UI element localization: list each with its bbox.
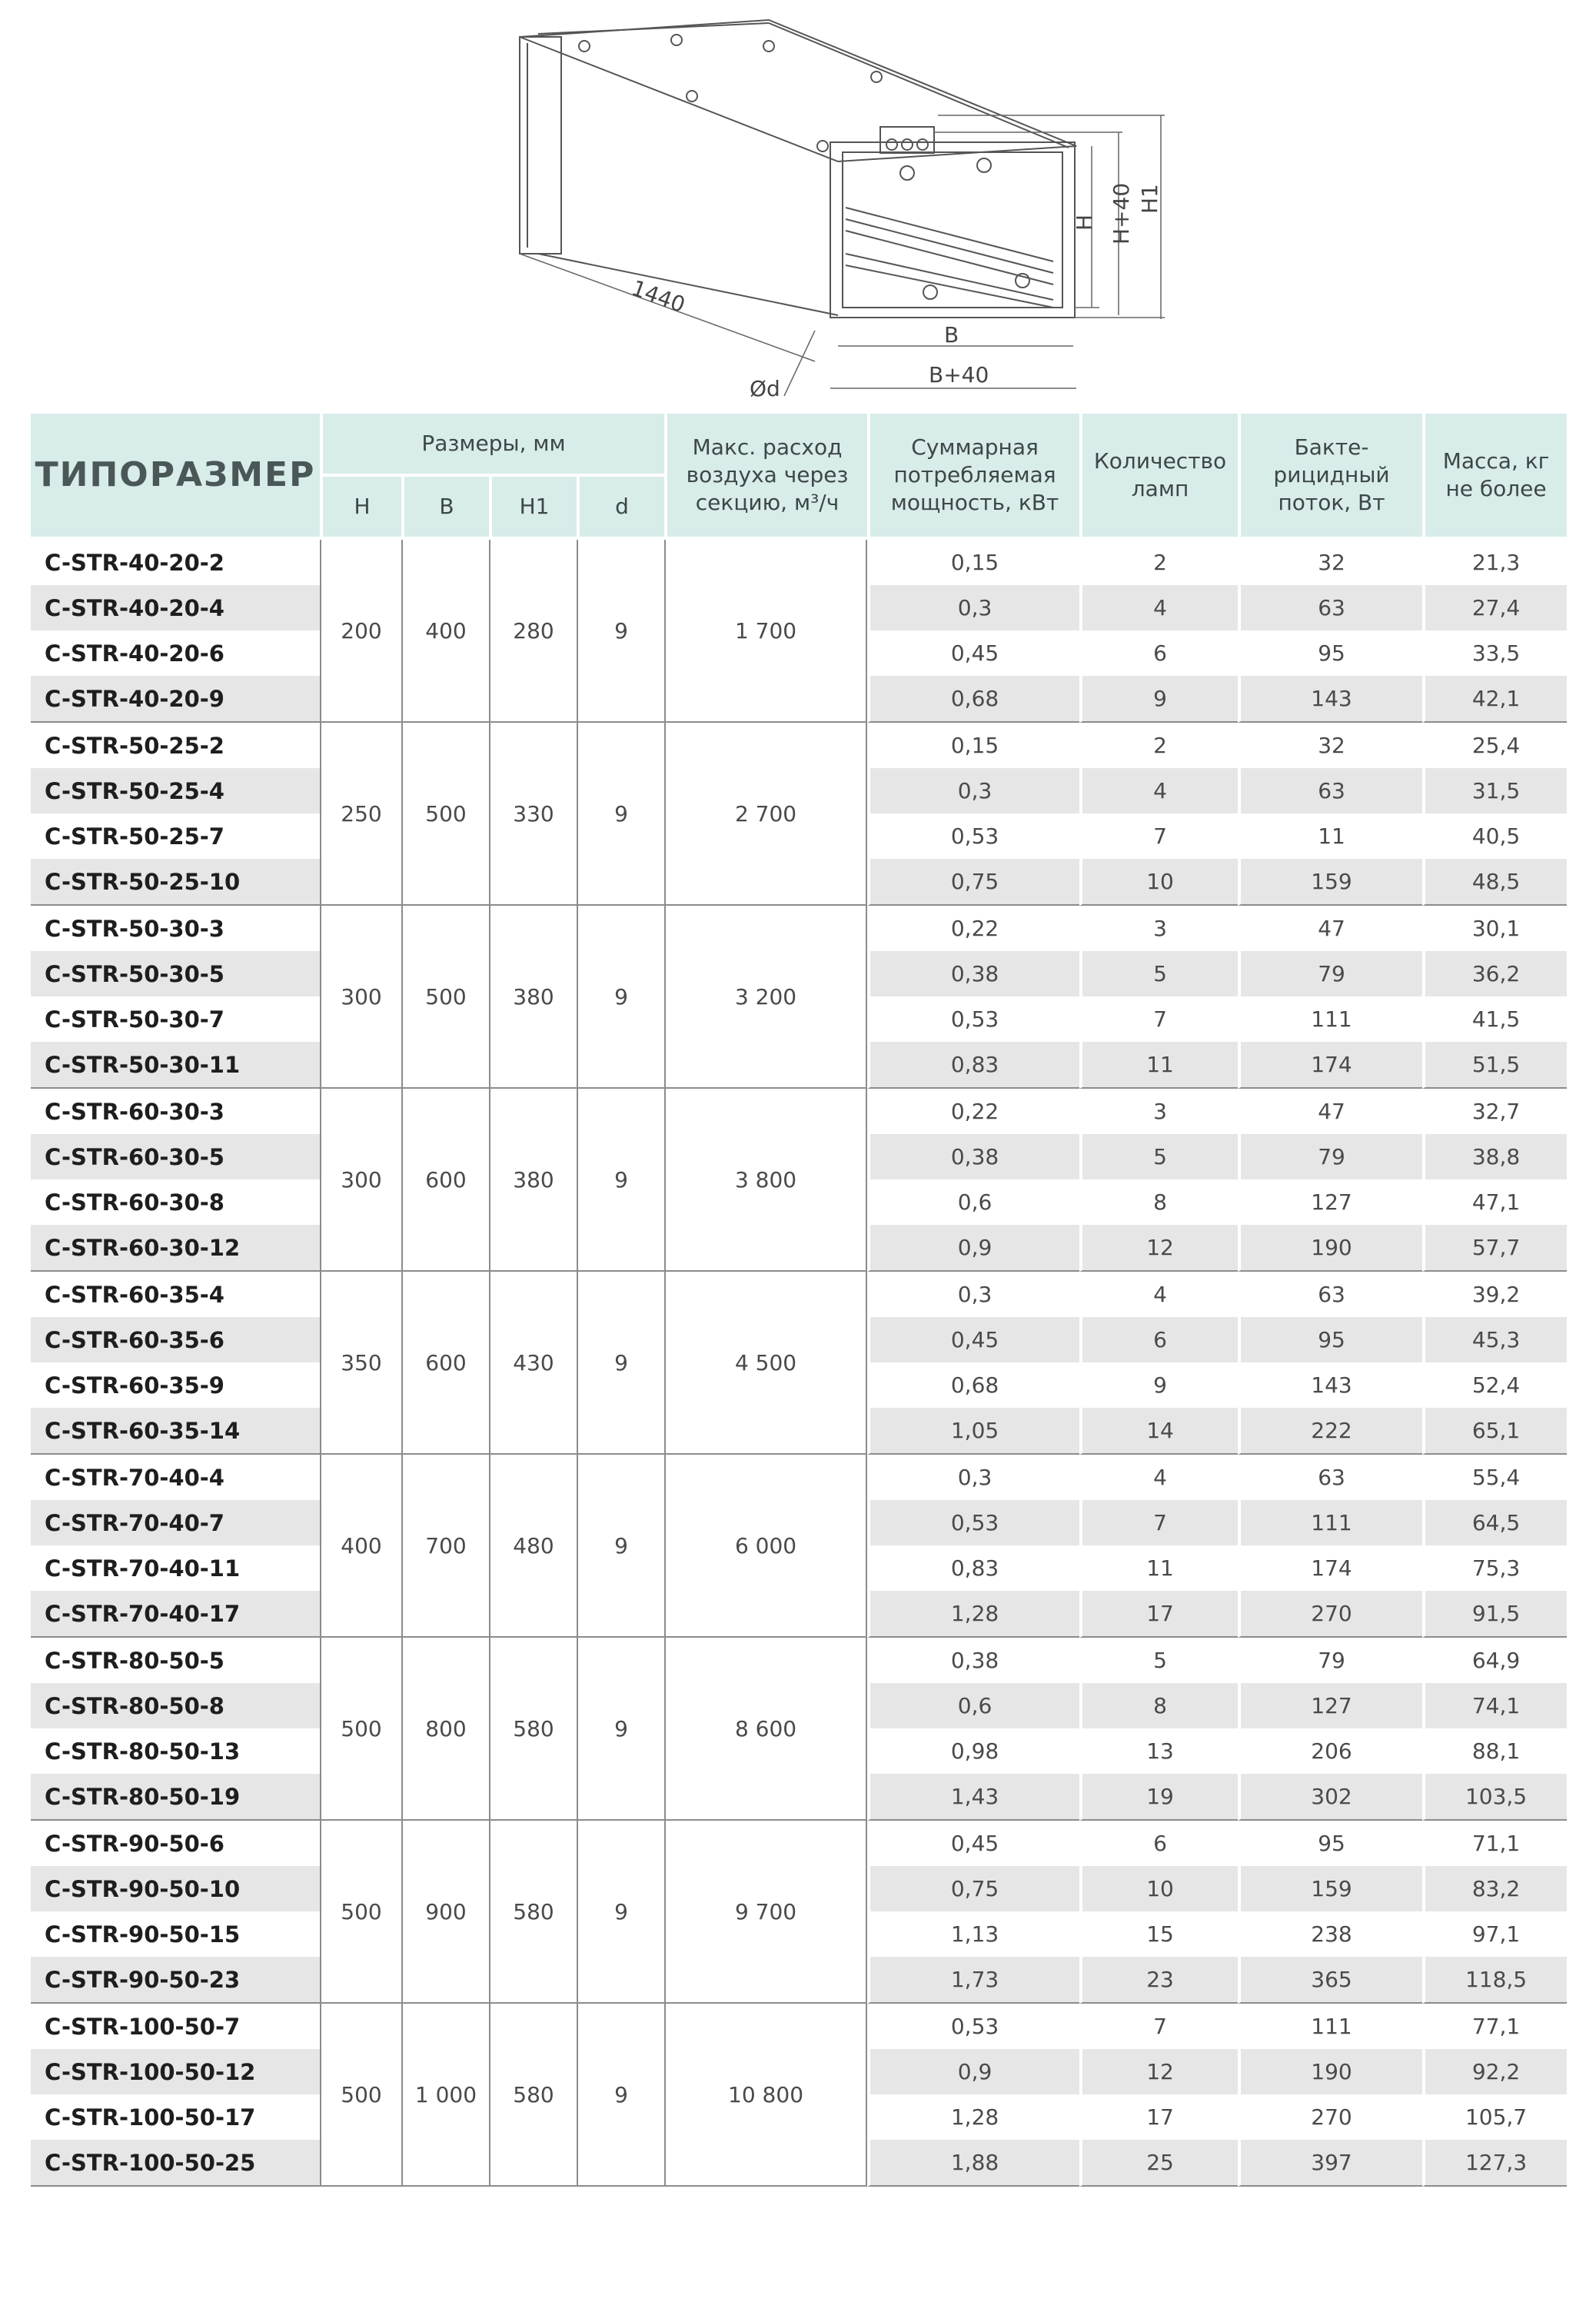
dim-h-cell: 300 bbox=[320, 1089, 401, 1272]
model-cell: C-STR-50-25-10 bbox=[31, 859, 320, 906]
mass-cell: 30,1 bbox=[1422, 906, 1567, 951]
flux-cell: 159 bbox=[1238, 859, 1422, 906]
mass-cell: 118,5 bbox=[1422, 1957, 1567, 2004]
power-cell: 1,05 bbox=[867, 1408, 1079, 1455]
flux-cell: 111 bbox=[1238, 1500, 1422, 1545]
model-cell: C-STR-90-50-15 bbox=[31, 1911, 320, 1957]
model-cell: C-STR-80-50-8 bbox=[31, 1683, 320, 1728]
model-cell: C-STR-90-50-6 bbox=[31, 1821, 320, 1866]
power-cell: 0,45 bbox=[867, 1317, 1079, 1362]
lamps-cell: 2 bbox=[1079, 540, 1238, 585]
lamps-cell: 23 bbox=[1079, 1957, 1238, 2004]
mass-cell: 64,5 bbox=[1422, 1500, 1567, 1545]
airflow-cell: 10 800 bbox=[664, 2004, 867, 2187]
table-row bbox=[31, 540, 1567, 585]
model-cell: C-STR-70-40-11 bbox=[31, 1545, 320, 1591]
lamps-cell: 7 bbox=[1079, 2004, 1238, 2049]
mass-cell: 38,8 bbox=[1422, 1134, 1567, 1179]
lamps-cell: 6 bbox=[1079, 630, 1238, 676]
dim-b-cell: 600 bbox=[401, 1089, 489, 1272]
power-cell: 1,88 bbox=[867, 2140, 1079, 2187]
mass-cell: 51,5 bbox=[1422, 1042, 1567, 1089]
power-cell: 0,15 bbox=[867, 540, 1079, 585]
lamps-cell: 11 bbox=[1079, 1042, 1238, 1089]
table-row bbox=[31, 1821, 1567, 1866]
flux-cell: 32 bbox=[1238, 540, 1422, 585]
power-cell: 0,53 bbox=[867, 1500, 1079, 1545]
model-cell: C-STR-90-50-10 bbox=[31, 1866, 320, 1911]
power-cell: 0,22 bbox=[867, 1089, 1079, 1134]
mass-cell: 48,5 bbox=[1422, 859, 1567, 906]
flux-cell: 222 bbox=[1238, 1408, 1422, 1455]
model-cell: C-STR-70-40-17 bbox=[31, 1591, 320, 1638]
model-cell: C-STR-80-50-5 bbox=[31, 1638, 320, 1683]
dim-b-label: B bbox=[944, 322, 959, 348]
mass-cell: 25,4 bbox=[1422, 723, 1567, 768]
dim-b-cell: 1 000 bbox=[401, 2004, 489, 2187]
power-cell: 0,83 bbox=[867, 1042, 1079, 1089]
power-cell: 1,13 bbox=[867, 1911, 1079, 1957]
power-cell: 0,6 bbox=[867, 1683, 1079, 1728]
dim-b-cell: 600 bbox=[401, 1272, 489, 1455]
flux-cell: 63 bbox=[1238, 1272, 1422, 1317]
column-header-dimensions: Размеры, мм bbox=[320, 414, 664, 477]
flux-cell: 270 bbox=[1238, 1591, 1422, 1638]
flux-cell: 79 bbox=[1238, 1638, 1422, 1683]
column-header-lamps: Количество ламп bbox=[1079, 414, 1238, 540]
lamps-cell: 4 bbox=[1079, 1455, 1238, 1500]
dim-d-cell: 9 bbox=[577, 1089, 664, 1272]
model-cell: C-STR-50-25-7 bbox=[31, 813, 320, 859]
power-cell: 0,53 bbox=[867, 996, 1079, 1042]
product-drawing bbox=[0, 0, 1596, 408]
power-cell: 0,3 bbox=[867, 768, 1079, 813]
flux-cell: 11 bbox=[1238, 813, 1422, 859]
power-cell: 1,28 bbox=[867, 2094, 1079, 2140]
mass-cell: 65,1 bbox=[1422, 1408, 1567, 1455]
dim-h1-cell: 580 bbox=[489, 2004, 577, 2187]
mass-cell: 55,4 bbox=[1422, 1455, 1567, 1500]
lamps-cell: 3 bbox=[1079, 1089, 1238, 1134]
mass-cell: 88,1 bbox=[1422, 1728, 1567, 1774]
model-cell: C-STR-70-40-4 bbox=[31, 1455, 320, 1500]
mass-cell: 32,7 bbox=[1422, 1089, 1567, 1134]
power-cell: 0,75 bbox=[867, 859, 1079, 906]
power-cell: 0,38 bbox=[867, 1134, 1079, 1179]
column-header-model: ТИПОРАЗМЕР bbox=[31, 414, 320, 540]
lamps-cell: 12 bbox=[1079, 2049, 1238, 2094]
table-row bbox=[31, 2004, 1567, 2049]
flux-cell: 127 bbox=[1238, 1683, 1422, 1728]
airflow-cell: 9 700 bbox=[664, 1821, 867, 2004]
power-cell: 1,43 bbox=[867, 1774, 1079, 1821]
column-header-power: Суммарная потребляемая мощность, кВт bbox=[867, 414, 1079, 540]
dim-d-cell: 9 bbox=[577, 540, 664, 723]
model-cell: C-STR-60-30-12 bbox=[31, 1225, 320, 1272]
rear-flange bbox=[520, 37, 561, 254]
lamps-cell: 8 bbox=[1079, 1683, 1238, 1728]
mass-cell: 57,7 bbox=[1422, 1225, 1567, 1272]
power-cell: 0,53 bbox=[867, 2004, 1079, 2049]
model-cell: C-STR-50-25-2 bbox=[31, 723, 320, 768]
flux-cell: 206 bbox=[1238, 1728, 1422, 1774]
power-cell: 0,68 bbox=[867, 676, 1079, 723]
dim-b-cell: 800 bbox=[401, 1638, 489, 1821]
dim-h-cell: 200 bbox=[320, 540, 401, 723]
dim-d-cell: 9 bbox=[577, 1272, 664, 1455]
mass-cell: 42,1 bbox=[1422, 676, 1567, 723]
dim-d-cell: 9 bbox=[577, 1638, 664, 1821]
mass-cell: 21,3 bbox=[1422, 540, 1567, 585]
power-cell: 0,3 bbox=[867, 1455, 1079, 1500]
model-cell: C-STR-40-20-2 bbox=[31, 540, 320, 585]
spec-table-body bbox=[31, 540, 1567, 2187]
airflow-cell: 4 500 bbox=[664, 1272, 867, 1455]
column-header-h1: H1 bbox=[489, 477, 577, 540]
mass-cell: 33,5 bbox=[1422, 630, 1567, 676]
mass-cell: 75,3 bbox=[1422, 1545, 1567, 1591]
model-cell: C-STR-50-30-7 bbox=[31, 996, 320, 1042]
mass-cell: 71,1 bbox=[1422, 1821, 1567, 1866]
lamps-cell: 5 bbox=[1079, 951, 1238, 996]
power-cell: 0,15 bbox=[867, 723, 1079, 768]
table-row bbox=[31, 906, 1567, 951]
power-cell: 0,3 bbox=[867, 1272, 1079, 1317]
mass-cell: 41,5 bbox=[1422, 996, 1567, 1042]
model-cell: C-STR-70-40-7 bbox=[31, 1500, 320, 1545]
dim-b-cell: 500 bbox=[401, 906, 489, 1089]
mass-cell: 27,4 bbox=[1422, 585, 1567, 630]
dim-h1-cell: 580 bbox=[489, 1821, 577, 2004]
dim-d-cell: 9 bbox=[577, 1455, 664, 1638]
model-cell: C-STR-50-30-5 bbox=[31, 951, 320, 996]
lamps-cell: 13 bbox=[1079, 1728, 1238, 1774]
dim-length-label: 1440 bbox=[628, 274, 689, 318]
dim-h1-cell: 280 bbox=[489, 540, 577, 723]
table-row bbox=[31, 723, 1567, 768]
model-cell: C-STR-40-20-4 bbox=[31, 585, 320, 630]
dim-d-cell: 9 bbox=[577, 906, 664, 1089]
dim-h-cell: 350 bbox=[320, 1272, 401, 1455]
dim-h1-cell: 330 bbox=[489, 723, 577, 906]
mass-cell: 39,2 bbox=[1422, 1272, 1567, 1317]
model-cell: C-STR-80-50-13 bbox=[31, 1728, 320, 1774]
power-cell: 0,22 bbox=[867, 906, 1079, 951]
model-cell: C-STR-60-30-3 bbox=[31, 1089, 320, 1134]
table-row bbox=[31, 1089, 1567, 1134]
model-cell: C-STR-80-50-19 bbox=[31, 1774, 320, 1821]
flux-cell: 365 bbox=[1238, 1957, 1422, 2004]
model-cell: C-STR-50-25-4 bbox=[31, 768, 320, 813]
lamps-cell: 19 bbox=[1079, 1774, 1238, 1821]
lamps-cell: 25 bbox=[1079, 2140, 1238, 2187]
dim-h40-label: H+40 bbox=[1109, 182, 1134, 245]
power-cell: 0,53 bbox=[867, 813, 1079, 859]
power-cell: 0,45 bbox=[867, 1821, 1079, 1866]
flux-cell: 79 bbox=[1238, 951, 1422, 996]
dim-d-cell: 9 bbox=[577, 723, 664, 906]
column-header-mass: Масса, кг не более bbox=[1422, 414, 1567, 540]
mass-cell: 103,5 bbox=[1422, 1774, 1567, 1821]
model-cell: C-STR-90-50-23 bbox=[31, 1957, 320, 2004]
power-cell: 0,9 bbox=[867, 2049, 1079, 2094]
power-cell: 0,3 bbox=[867, 585, 1079, 630]
lamps-cell: 7 bbox=[1079, 996, 1238, 1042]
dim-b-cell: 900 bbox=[401, 1821, 489, 2004]
mass-cell: 91,5 bbox=[1422, 1591, 1567, 1638]
lamps-cell: 9 bbox=[1079, 1362, 1238, 1408]
lamps-cell: 6 bbox=[1079, 1317, 1238, 1362]
column-header-flux: Бакте- рицидный поток, Вт bbox=[1238, 414, 1422, 540]
lamps-cell: 5 bbox=[1079, 1134, 1238, 1179]
spec-table bbox=[31, 414, 1567, 2187]
lamps-cell: 17 bbox=[1079, 1591, 1238, 1638]
dim-h1-cell: 380 bbox=[489, 1089, 577, 1272]
dim-h1-label: H1 bbox=[1137, 184, 1162, 214]
power-cell: 1,28 bbox=[867, 1591, 1079, 1638]
model-cell: C-STR-60-30-8 bbox=[31, 1179, 320, 1225]
flux-cell: 47 bbox=[1238, 1089, 1422, 1134]
dim-d-cell: 9 bbox=[577, 1821, 664, 2004]
dim-h-cell: 500 bbox=[320, 2004, 401, 2187]
power-cell: 0,83 bbox=[867, 1545, 1079, 1591]
power-cell: 1,73 bbox=[867, 1957, 1079, 2004]
flux-cell: 174 bbox=[1238, 1042, 1422, 1089]
flux-cell: 159 bbox=[1238, 1866, 1422, 1911]
column-header-b: B bbox=[401, 477, 489, 540]
model-cell: C-STR-60-35-4 bbox=[31, 1272, 320, 1317]
flux-cell: 397 bbox=[1238, 2140, 1422, 2187]
mass-cell: 74,1 bbox=[1422, 1683, 1567, 1728]
model-cell: C-STR-50-30-3 bbox=[31, 906, 320, 951]
lamps-cell: 7 bbox=[1079, 1500, 1238, 1545]
airflow-cell: 3 800 bbox=[664, 1089, 867, 1272]
lamps-cell: 5 bbox=[1079, 1638, 1238, 1683]
mass-cell: 36,2 bbox=[1422, 951, 1567, 996]
dim-h1-cell: 580 bbox=[489, 1638, 577, 1821]
dim-h1-cell: 380 bbox=[489, 906, 577, 1089]
flux-cell: 111 bbox=[1238, 2004, 1422, 2049]
flux-cell: 32 bbox=[1238, 723, 1422, 768]
flux-cell: 95 bbox=[1238, 630, 1422, 676]
table-row bbox=[31, 1638, 1567, 1683]
lamps-cell: 7 bbox=[1079, 813, 1238, 859]
lamps-cell: 6 bbox=[1079, 1821, 1238, 1866]
dim-b-cell: 500 bbox=[401, 723, 489, 906]
lamps-cell: 8 bbox=[1079, 1179, 1238, 1225]
lamps-cell: 10 bbox=[1079, 859, 1238, 906]
model-cell: C-STR-60-30-5 bbox=[31, 1134, 320, 1179]
mass-cell: 47,1 bbox=[1422, 1179, 1567, 1225]
table-row bbox=[31, 1272, 1567, 1317]
airflow-cell: 1 700 bbox=[664, 540, 867, 723]
column-header-airflow: Макс. расход воздуха через секцию, м³/ч bbox=[664, 414, 867, 540]
top-face bbox=[520, 20, 1076, 161]
dim-h-label: H bbox=[1072, 214, 1097, 231]
front-flange bbox=[830, 142, 1075, 318]
lamps-cell: 15 bbox=[1079, 1911, 1238, 1957]
airflow-cell: 6 000 bbox=[664, 1455, 867, 1638]
dim-h-cell: 250 bbox=[320, 723, 401, 906]
dim-h-cell: 400 bbox=[320, 1455, 401, 1638]
flux-cell: 238 bbox=[1238, 1911, 1422, 1957]
model-cell: C-STR-40-20-9 bbox=[31, 676, 320, 723]
dim-h-cell: 300 bbox=[320, 906, 401, 1089]
flux-cell: 190 bbox=[1238, 1225, 1422, 1272]
airflow-cell: 3 200 bbox=[664, 906, 867, 1089]
model-cell: C-STR-100-50-12 bbox=[31, 2049, 320, 2094]
power-cell: 0,45 bbox=[867, 630, 1079, 676]
lamps-cell: 11 bbox=[1079, 1545, 1238, 1591]
mass-cell: 127,3 bbox=[1422, 2140, 1567, 2187]
mass-cell: 45,3 bbox=[1422, 1317, 1567, 1362]
column-header-d: d bbox=[577, 477, 664, 540]
dim-b40-label: B+40 bbox=[929, 362, 989, 388]
lamps-cell: 2 bbox=[1079, 723, 1238, 768]
flux-cell: 143 bbox=[1238, 1362, 1422, 1408]
flux-cell: 79 bbox=[1238, 1134, 1422, 1179]
model-cell: C-STR-100-50-17 bbox=[31, 2094, 320, 2140]
power-cell: 0,98 bbox=[867, 1728, 1079, 1774]
dim-h-cell: 500 bbox=[320, 1638, 401, 1821]
duct-section-drawing bbox=[0, 0, 1596, 408]
dim-b-cell: 700 bbox=[401, 1455, 489, 1638]
power-cell: 0,75 bbox=[867, 1866, 1079, 1911]
dim-b-cell: 400 bbox=[401, 540, 489, 723]
flux-cell: 270 bbox=[1238, 2094, 1422, 2140]
mass-cell: 97,1 bbox=[1422, 1911, 1567, 1957]
lamps-cell: 9 bbox=[1079, 676, 1238, 723]
power-cell: 0,38 bbox=[867, 1638, 1079, 1683]
mass-cell: 40,5 bbox=[1422, 813, 1567, 859]
lamps-cell: 4 bbox=[1079, 768, 1238, 813]
flux-cell: 95 bbox=[1238, 1821, 1422, 1866]
flux-cell: 302 bbox=[1238, 1774, 1422, 1821]
spec-table-header bbox=[31, 414, 1567, 540]
lamps-cell: 14 bbox=[1079, 1408, 1238, 1455]
lamps-cell: 10 bbox=[1079, 1866, 1238, 1911]
mass-cell: 92,2 bbox=[1422, 2049, 1567, 2094]
model-cell: C-STR-100-50-7 bbox=[31, 2004, 320, 2049]
dim-h-cell: 500 bbox=[320, 1821, 401, 2004]
mass-cell: 77,1 bbox=[1422, 2004, 1567, 2049]
mass-cell: 105,7 bbox=[1422, 2094, 1567, 2140]
power-cell: 0,9 bbox=[867, 1225, 1079, 1272]
lamps-cell: 4 bbox=[1079, 1272, 1238, 1317]
flux-cell: 95 bbox=[1238, 1317, 1422, 1362]
dim-d-cell: 9 bbox=[577, 2004, 664, 2187]
dim-diameter-label: Ød bbox=[750, 376, 780, 401]
flux-cell: 47 bbox=[1238, 906, 1422, 951]
lamps-cell: 12 bbox=[1079, 1225, 1238, 1272]
flux-cell: 63 bbox=[1238, 1455, 1422, 1500]
model-cell: C-STR-50-30-11 bbox=[31, 1042, 320, 1089]
model-cell: C-STR-60-35-14 bbox=[31, 1408, 320, 1455]
mass-cell: 31,5 bbox=[1422, 768, 1567, 813]
flux-cell: 127 bbox=[1238, 1179, 1422, 1225]
lamps-cell: 17 bbox=[1079, 2094, 1238, 2140]
model-cell: C-STR-60-35-6 bbox=[31, 1317, 320, 1362]
flux-cell: 63 bbox=[1238, 585, 1422, 630]
table-row bbox=[31, 1455, 1567, 1500]
flux-cell: 63 bbox=[1238, 768, 1422, 813]
model-cell: C-STR-60-35-9 bbox=[31, 1362, 320, 1408]
dim-h1-cell: 480 bbox=[489, 1455, 577, 1638]
model-cell: C-STR-100-50-25 bbox=[31, 2140, 320, 2187]
flux-cell: 174 bbox=[1238, 1545, 1422, 1591]
model-cell: C-STR-40-20-6 bbox=[31, 630, 320, 676]
mass-cell: 83,2 bbox=[1422, 1866, 1567, 1911]
flux-cell: 143 bbox=[1238, 676, 1422, 723]
lamps-cell: 4 bbox=[1079, 585, 1238, 630]
airflow-cell: 2 700 bbox=[664, 723, 867, 906]
mass-cell: 64,9 bbox=[1422, 1638, 1567, 1683]
dim-h1-cell: 430 bbox=[489, 1272, 577, 1455]
flux-cell: 111 bbox=[1238, 996, 1422, 1042]
column-header-h: H bbox=[320, 477, 401, 540]
power-cell: 0,38 bbox=[867, 951, 1079, 996]
mass-cell: 52,4 bbox=[1422, 1362, 1567, 1408]
power-cell: 0,68 bbox=[867, 1362, 1079, 1408]
airflow-cell: 8 600 bbox=[664, 1638, 867, 1821]
power-cell: 0,6 bbox=[867, 1179, 1079, 1225]
flux-cell: 190 bbox=[1238, 2049, 1422, 2094]
lamps-cell: 3 bbox=[1079, 906, 1238, 951]
